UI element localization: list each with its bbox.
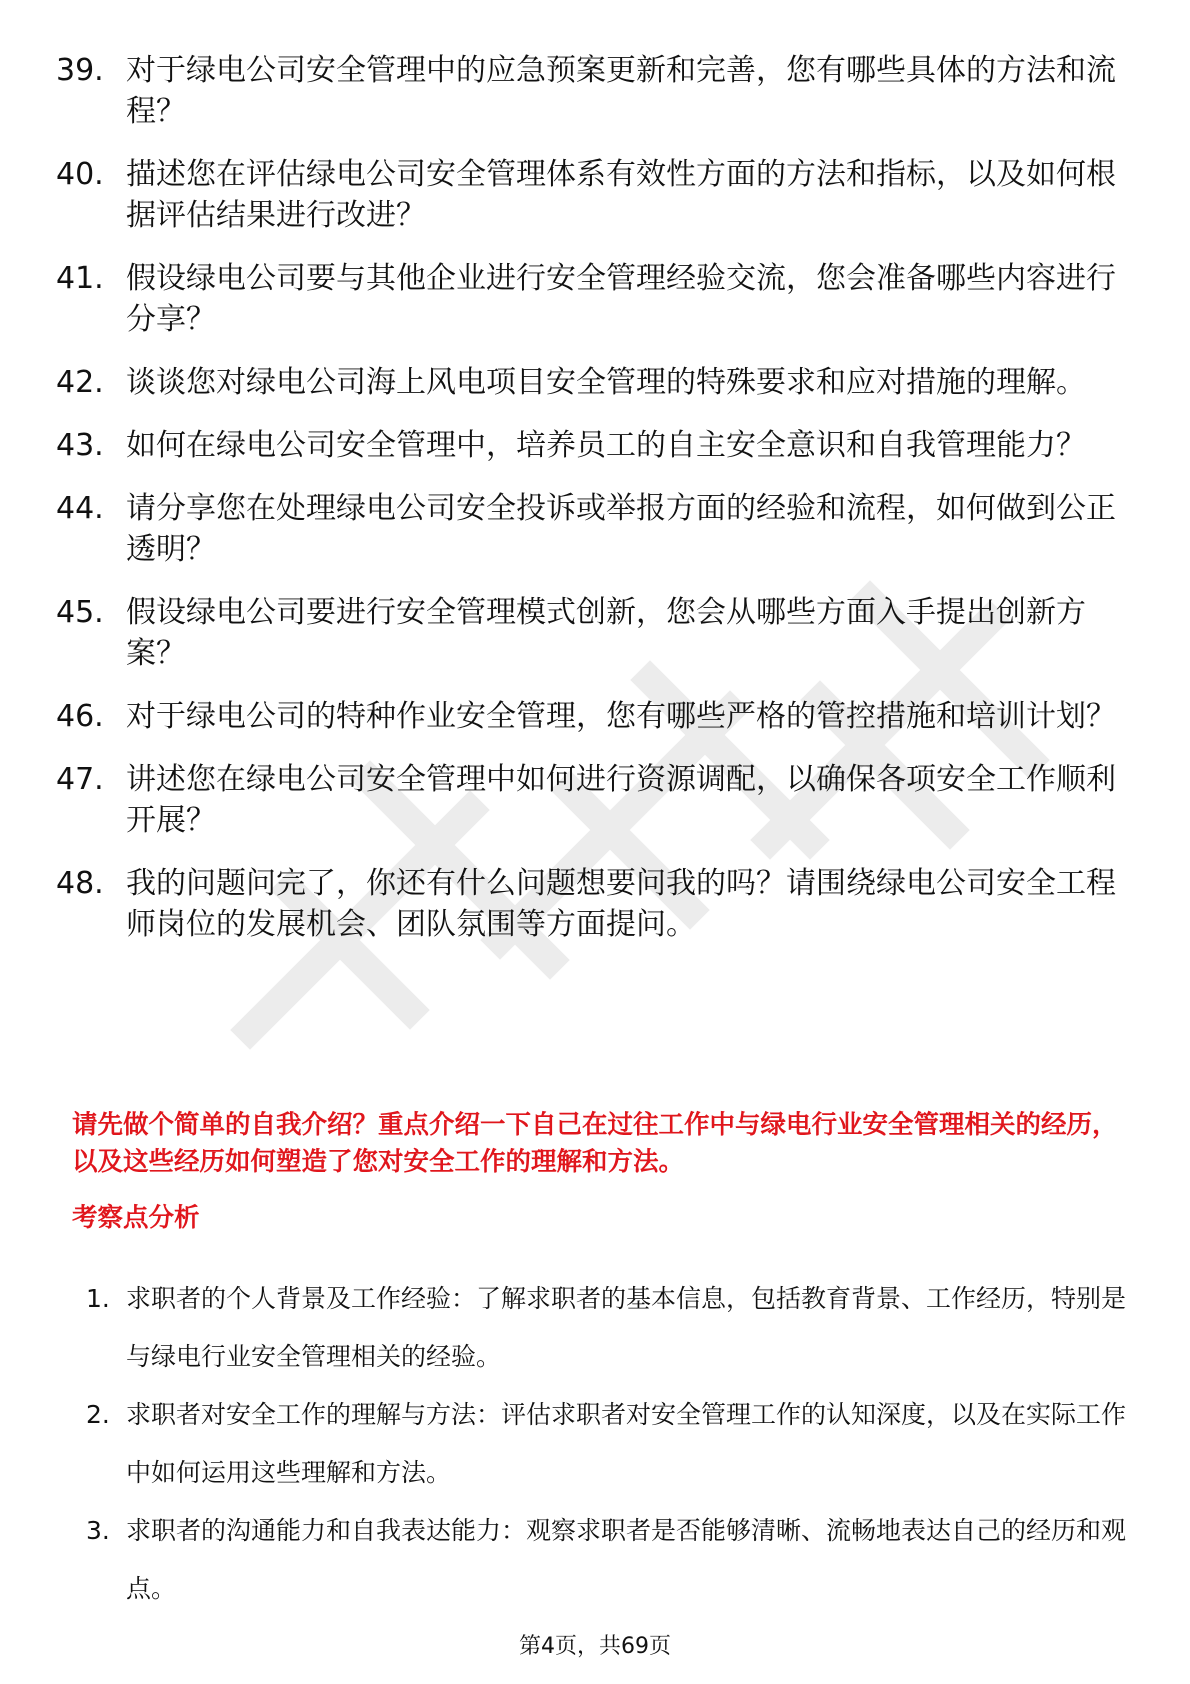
question-item (56, 362, 1136, 403)
question-item (56, 759, 1136, 841)
question-text: 如何在绿电公司安全管理中，培养员工的自主安全意识和自我管理能力？ (126, 428, 1086, 463)
question-item (56, 425, 1136, 466)
question-number: 44. (56, 491, 104, 526)
question-number: 43. (56, 428, 104, 463)
question-text: 请分享您在处理绿电公司安全投诉或举报方面的经验和流程，如何做到公正透明？ (126, 491, 1116, 567)
question-text: 假设绿电公司要进行安全管理模式创新，您会从哪些方面入手提出创新方案？ (126, 595, 1086, 671)
highlighted-question: 请先做个简单的自我介绍？重点介绍一下自己在过往工作中与绿电行业安全管理相关的经历，以及这些经历如何塑造了您对安全工作的理解和方法。 (72, 1110, 1118, 1177)
question-item (56, 50, 1136, 132)
question-number: 40. (56, 157, 104, 192)
question-text: 对于绿电公司的特种作业安全管理，您有哪些严格的管控措施和培训计划？ (126, 699, 1116, 734)
question-text: 我的问题问完了，你还有什么问题想要问我的吗？请围绕绿电公司安全工程师岗位的发展机会、团队氛围等方面提问。 (126, 866, 1116, 942)
question-text: 对于绿电公司安全管理中的应急预案更新和完善，您有哪些具体的方法和流程？ (126, 53, 1116, 129)
question-number: 39. (56, 53, 104, 88)
question-item (56, 488, 1136, 570)
question-item (56, 258, 1136, 340)
question-text: 描述您在评估绿电公司安全管理体系有效性方面的方法和指标，以及如何根据评估结果进行改进？ (126, 157, 1116, 233)
section-title: 考察点分析 (72, 1203, 200, 1233)
analysis-text: 求职者的个人背景及工作经验：了解求职者的基本信息，包括教育背景、工作经历，特别是与绿电行业安全管理相关的经验。 (126, 1284, 1127, 1371)
question-number: 48. (56, 866, 104, 901)
question-text: 假设绿电公司要与其他企业进行安全管理经验交流，您会准备哪些内容进行分享？ (126, 261, 1116, 337)
page-footer: 第4页，共69页 (519, 1634, 671, 1659)
analysis-number: 2. (86, 1400, 110, 1429)
analysis-number: 3. (86, 1516, 110, 1545)
question-number: 45. (56, 595, 104, 630)
question-number: 41. (56, 261, 104, 296)
analysis-number: 1. (86, 1284, 110, 1313)
question-item (56, 154, 1136, 236)
question-number: 46. (56, 699, 104, 734)
analysis-text: 求职者的沟通能力和自我表达能力：观察求职者是否能够清晰、流畅地表达自己的经历和观点。 (126, 1516, 1127, 1603)
analysis-item (86, 1270, 1126, 1386)
question-number: 47. (56, 762, 104, 797)
analysis-text: 求职者对安全工作的理解与方法：评估求职者对安全管理工作的认知深度，以及在实际工作中如何运用这些理解和方法。 (126, 1400, 1127, 1487)
question-text: 谈谈您对绿电公司海上风电项目安全管理的特殊要求和应对措施的理解。 (126, 365, 1086, 400)
question-text: 讲述您在绿电公司安全管理中如何进行资源调配，以确保各项安全工作顺利开展？ (126, 762, 1116, 838)
analysis-item (86, 1386, 1126, 1502)
question-item (56, 863, 1136, 945)
question-list (56, 50, 1136, 967)
analysis-item (86, 1502, 1126, 1618)
question-number: 42. (56, 365, 104, 400)
question-item (56, 696, 1136, 737)
analysis-list (86, 1270, 1126, 1618)
question-item (56, 592, 1136, 674)
